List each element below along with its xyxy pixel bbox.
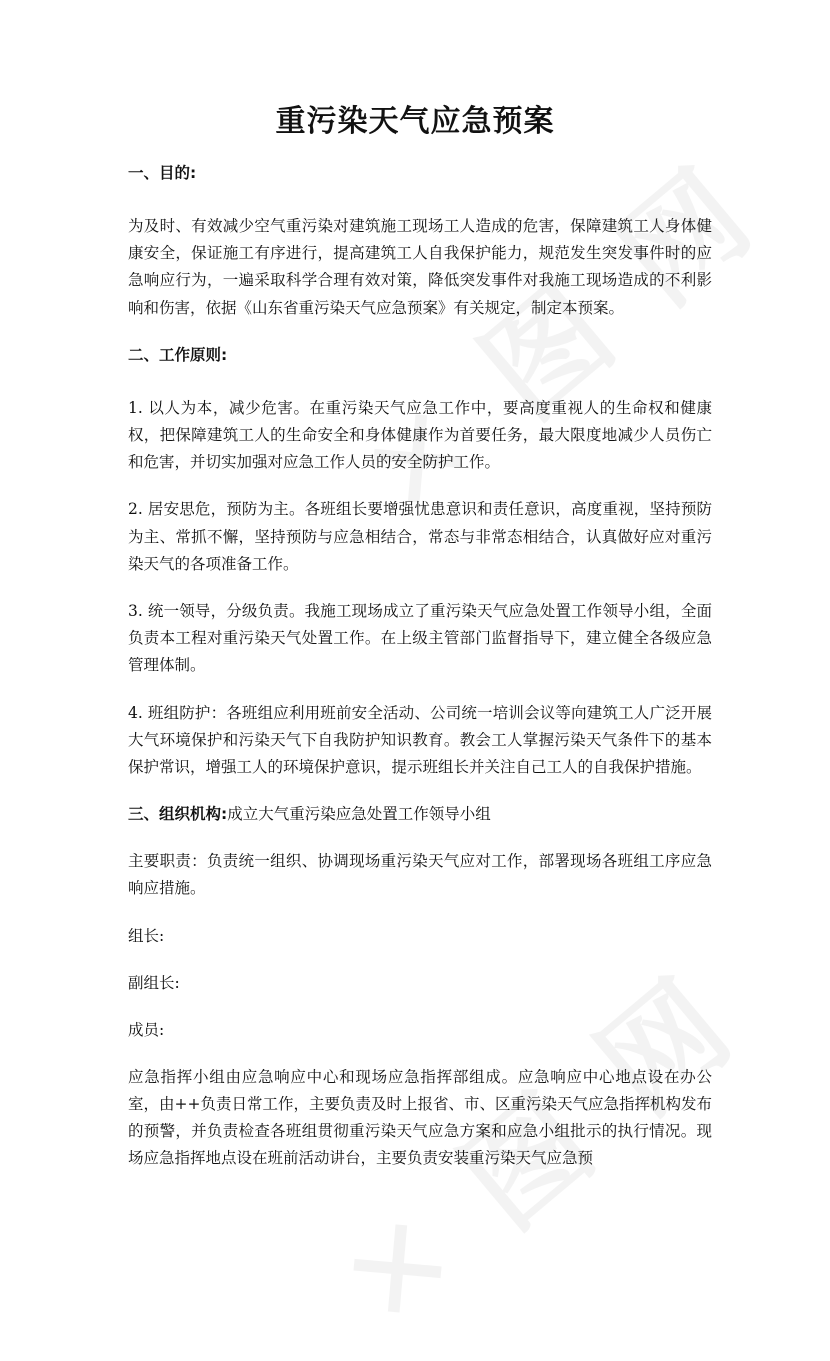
principle-item-2: 2. 居安思危，预防为主。各班组长要增强忧患意识和责任意识，高度重视，坚持预防为主、常抓不懈，坚持预防与应急相结合，常态与非常态相结合，认真做好应对重污染天气的各项准备工作。: [128, 500, 712, 573]
section-heading-organization: [128, 801, 712, 828]
organization-duties: 主要职责：负责统一组织、协调现场重污染天气应对工作，部署现场各班组工序应急响应措施。: [128, 852, 712, 898]
section-paragraph-purpose: 为及时、有效减少空气重污染对建筑施工现场工人造成的危害，保障建筑工人身体健康安全，保证施工有序进行，提高建筑工人自我保护能力，规范发生突发事件时的应急响应行为，一遍采取科学合理有效对策，降低突发事件对我施工现场造成的不利影响和伤害，依据《山东省重污染天气应急预案》有关规定，制定本预案。: [128, 217, 712, 317]
section-heading-principles: 二、工作原则:: [128, 345, 228, 364]
organization-members: 成员:: [128, 1020, 165, 1039]
principle-item-3: 3. 统一领导，分级负责。我施工现场成立了重污染天气应急处置工作领导小组，全面负责本工程对重污染天气处置工作。在上级主管部门监督指导下，建立健全各级应急管理体制。: [128, 602, 712, 675]
organization-paragraph: 应急指挥小组由应急响应中心和现场应急指挥部组成。应急响应中心地点设在办公室，由++负责日常工作，主要负责及时上报省、市、区重污染天气应急指挥机构发布的预警，并负责检查各班组贯彻重污染天气应急方案和应急小组批示的执行情况。现场应急指挥地点设在班前活动讲台，主要负责安装重污染天气应急预: [128, 1067, 712, 1168]
document-body: [128, 160, 712, 1192]
organization-leader: 组长:: [128, 926, 165, 945]
section-heading-organization-text: 成立大气重污染应急处置工作领导小组: [227, 805, 491, 824]
section-heading-purpose: 一、目的:: [128, 164, 197, 182]
principle-item-1: 1. 以人为本，减少危害。在重污染天气应急工作中，要高度重视人的生命权和健康权，把保障建筑工人的生命安全和身体健康作为首要任务，最大限度地减少人员伤亡和危害，并切实加强对应急工作人员的安全防护工作。: [128, 398, 712, 472]
section-heading-organization-label: 三、组织机构:: [128, 805, 228, 824]
document-title: 重污染天气应急预案: [275, 104, 555, 139]
organization-deputy-leader: 副组长:: [128, 973, 180, 992]
principle-item-4: 4. 班组防护：各班组应利用班前安全活动、公司统一培训会议等向建筑工人广泛开展大气环境保护和污染天气下自我防护知识教育。教会工人掌握污染天气条件下的基本保护常识，增强工人的环境保护意识，提示班组长并关注自己工人的自我保护措施。: [128, 703, 712, 777]
